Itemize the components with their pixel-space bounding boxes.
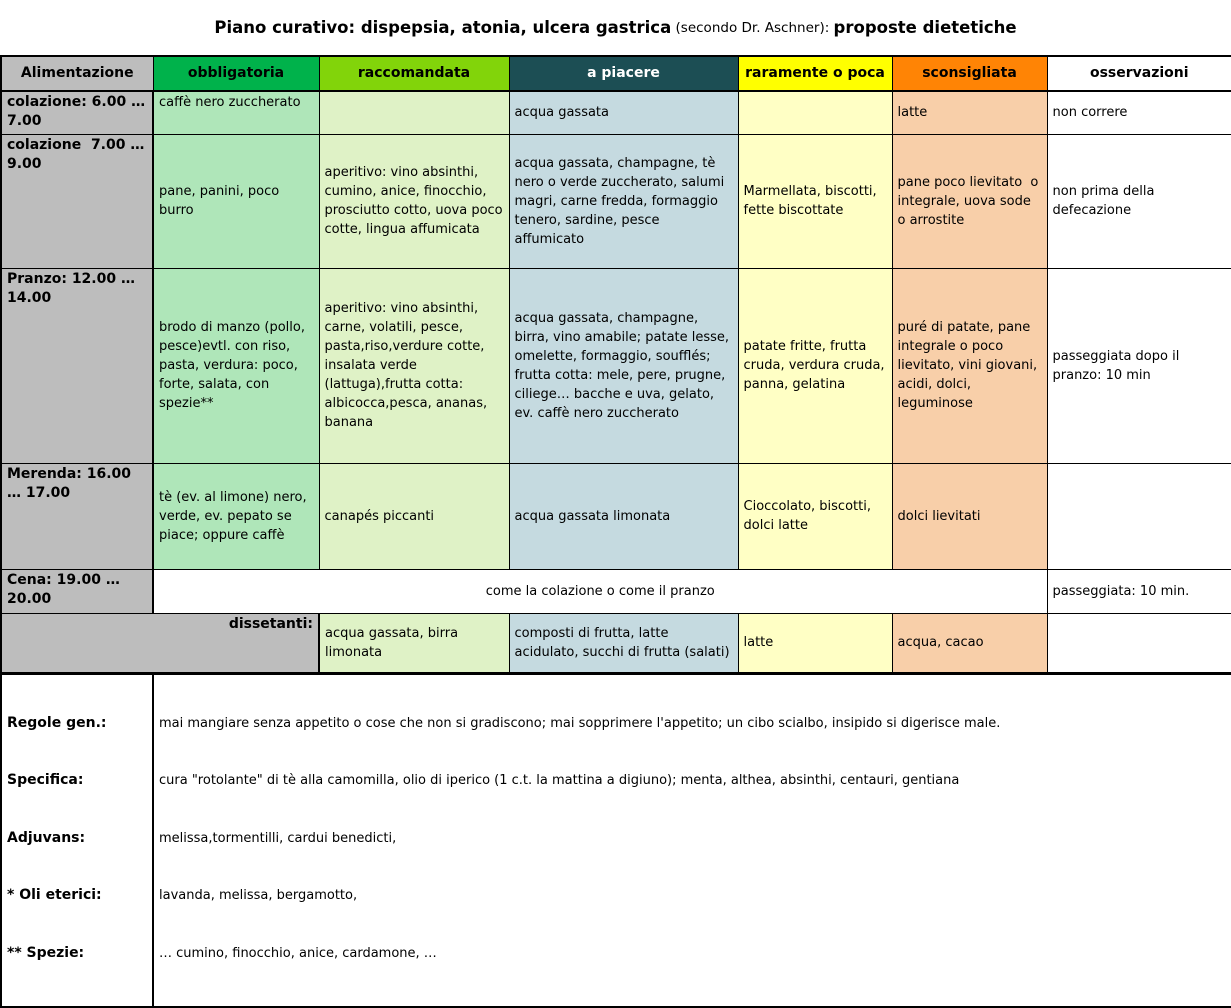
cell-colazione6-osservazioni: non correre xyxy=(1047,91,1231,134)
row-regole-generali xyxy=(1,673,1231,1007)
cell-merenda-a-piacere: acqua gassata limonata xyxy=(509,463,738,569)
page-title xyxy=(0,0,1231,55)
header-a-piacere: a piacere xyxy=(509,56,738,91)
cell-dissetanti-a-piacere: composti di frutta, latte acidulato, succhi di frutta (salati) xyxy=(509,613,738,673)
cell-dissetanti-osservazioni xyxy=(1047,613,1231,673)
cell-pranzo-osservazioni: passeggiata dopo il pranzo: 10 min xyxy=(1047,268,1231,463)
cell-colazione7-sconsigliata: pane poco lievitato o integrale, uova sode o arrostite xyxy=(892,134,1047,268)
footer-line-oli-eterici: lavanda, melissa, bergamotto, xyxy=(159,888,358,903)
row-dissetanti xyxy=(1,613,1231,673)
row-label-merenda: Merenda: 16.00 … 17.00 xyxy=(1,463,153,569)
row-colazione-7-9 xyxy=(1,134,1231,268)
cell-cena-merged: come la colazione o come il pranzo xyxy=(153,569,1047,613)
cell-dissetanti-sconsigliata: acqua, cacao xyxy=(892,613,1047,673)
cell-merenda-obbligatoria: tè (ev. al limone) nero, verde, ev. pepato se piace; oppure caffè xyxy=(153,463,319,569)
row-label-colazione-7-9: colazione 7.00 … 9.00 xyxy=(1,134,153,268)
header-osservazioni: osservazioni xyxy=(1047,56,1231,91)
cell-merenda-sconsigliata: dolci lievitati xyxy=(892,463,1047,569)
header-raccomandata: raccomandata xyxy=(319,56,509,91)
title-suffix: proposte dietetiche xyxy=(833,18,1017,37)
cell-colazione6-raccomandata xyxy=(319,91,509,134)
row-label-cena: Cena: 19.00 … 20.00 xyxy=(1,569,153,613)
cell-dissetanti-raccomandata: acqua gassata, birra limonata xyxy=(319,613,509,673)
cell-colazione7-obbligatoria: pane, panini, poco burro xyxy=(153,134,319,268)
footer-line-regole: mai mangiare senza appetito o cose che non si gradiscono; mai sopprimere l'appetito; un cibo scialbo, insipido si digerisce male. xyxy=(159,715,1001,731)
header-raramente-o-poca: raramente o poca xyxy=(738,56,892,91)
cell-cena-osservazioni: passeggiata: 10 min. xyxy=(1047,569,1231,613)
row-merenda xyxy=(1,463,1231,569)
cell-merenda-raccomandata: canapés piccanti xyxy=(319,463,509,569)
cell-pranzo-sconsigliata: puré di patate, pane integrale o poco lievitato, vini giovani, acidi, dolci, leguminose xyxy=(892,268,1047,463)
footer-label-spezie: ** Spezie: xyxy=(7,944,85,961)
footer-line-specifica: cura "rotolante" di tè alla camomilla, olio di iperico (1 c.t. la mattina a digiuno); menta, althea, absinthi, centauri, gentiana xyxy=(159,773,960,788)
cell-pranzo-a-piacere: acqua gassata, champagne, birra, vino amabile; patate lesse, omelette, formaggio, soufflés; frutta cotta: mele, pere, prugne, ciliege… bacche e uva, gelato, ev. caffè nero zuccherato xyxy=(509,268,738,463)
cell-colazione6-raramente xyxy=(738,91,892,134)
footer-line-adjuvans: melissa,tormentilli, cardui benedicti, xyxy=(159,830,397,846)
cell-colazione6-a-piacere: acqua gassata xyxy=(509,91,738,134)
row-label-dissetanti: dissetanti: xyxy=(1,613,319,673)
cell-colazione7-osservazioni: non prima della defecazione xyxy=(1047,134,1231,268)
header-obbligatoria: obbligatoria xyxy=(153,56,319,91)
cell-colazione7-raramente: Marmellata, biscotti, fette biscottate xyxy=(738,134,892,268)
cell-pranzo-obbligatoria: brodo di manzo (pollo, pesce)evtl. con riso, pasta, verdura: poco, forte, salata, con spezie** xyxy=(153,268,319,463)
row-label-colazione-6-7: colazione: 6.00 … 7.00 xyxy=(1,91,153,134)
cell-dissetanti-raramente: latte xyxy=(738,613,892,673)
row-colazione-6-7 xyxy=(1,91,1231,134)
cell-colazione6-obbligatoria: caffè nero zuccherato xyxy=(153,91,319,134)
footer-text xyxy=(153,673,1231,1007)
title-main: Piano curativo: dispepsia, atonia, ulcera gastrica xyxy=(214,18,672,37)
header-alimentazione: Alimentazione xyxy=(1,56,153,91)
row-label-pranzo: Pranzo: 12.00 … 14.00 xyxy=(1,268,153,463)
footer-label-specifica: Specifica: xyxy=(7,772,84,788)
cell-colazione7-a-piacere: acqua gassata, champagne, tè nero o verde zuccherato, salumi magri, carne fredda, formaggio tenero, sardine, pesce affumicato xyxy=(509,134,738,268)
cell-colazione7-raccomandata: aperitivo: vino absinthi, cumino, anice, finocchio, prosciutto cotto, uova poco cotte, lingua affumicata xyxy=(319,134,509,268)
header-sconsigliata: sconsigliata xyxy=(892,56,1047,91)
cell-merenda-raramente: Cioccolato, biscotti, dolci latte xyxy=(738,463,892,569)
diet-plan-table xyxy=(0,55,1231,1008)
footer-label-regole: Regole gen.: xyxy=(7,714,107,731)
header-row xyxy=(1,56,1231,91)
cell-pranzo-raramente: patate fritte, frutta cruda, verdura cruda, panna, gelatina xyxy=(738,268,892,463)
row-pranzo xyxy=(1,268,1231,463)
row-cena xyxy=(1,569,1231,613)
cell-pranzo-raccomandata: aperitivo: vino absinthi, carne, volatili, pesce, pasta,riso,verdure cotte, insalata verde (lattuga),frutta cotta: albicocca,pesca, ananas, banana xyxy=(319,268,509,463)
footer-line-spezie: … cumino, finocchio, anice, cardamone, … xyxy=(159,945,437,961)
cell-colazione6-sconsigliata: latte xyxy=(892,91,1047,134)
cell-merenda-osservazioni xyxy=(1047,463,1231,569)
footer-label-oli-eterici: * Oli eterici: xyxy=(7,887,102,903)
title-attribution: (secondo Dr. Aschner): xyxy=(671,19,834,36)
footer-label-adjuvans: Adjuvans: xyxy=(7,829,86,846)
footer-labels xyxy=(1,673,153,1007)
